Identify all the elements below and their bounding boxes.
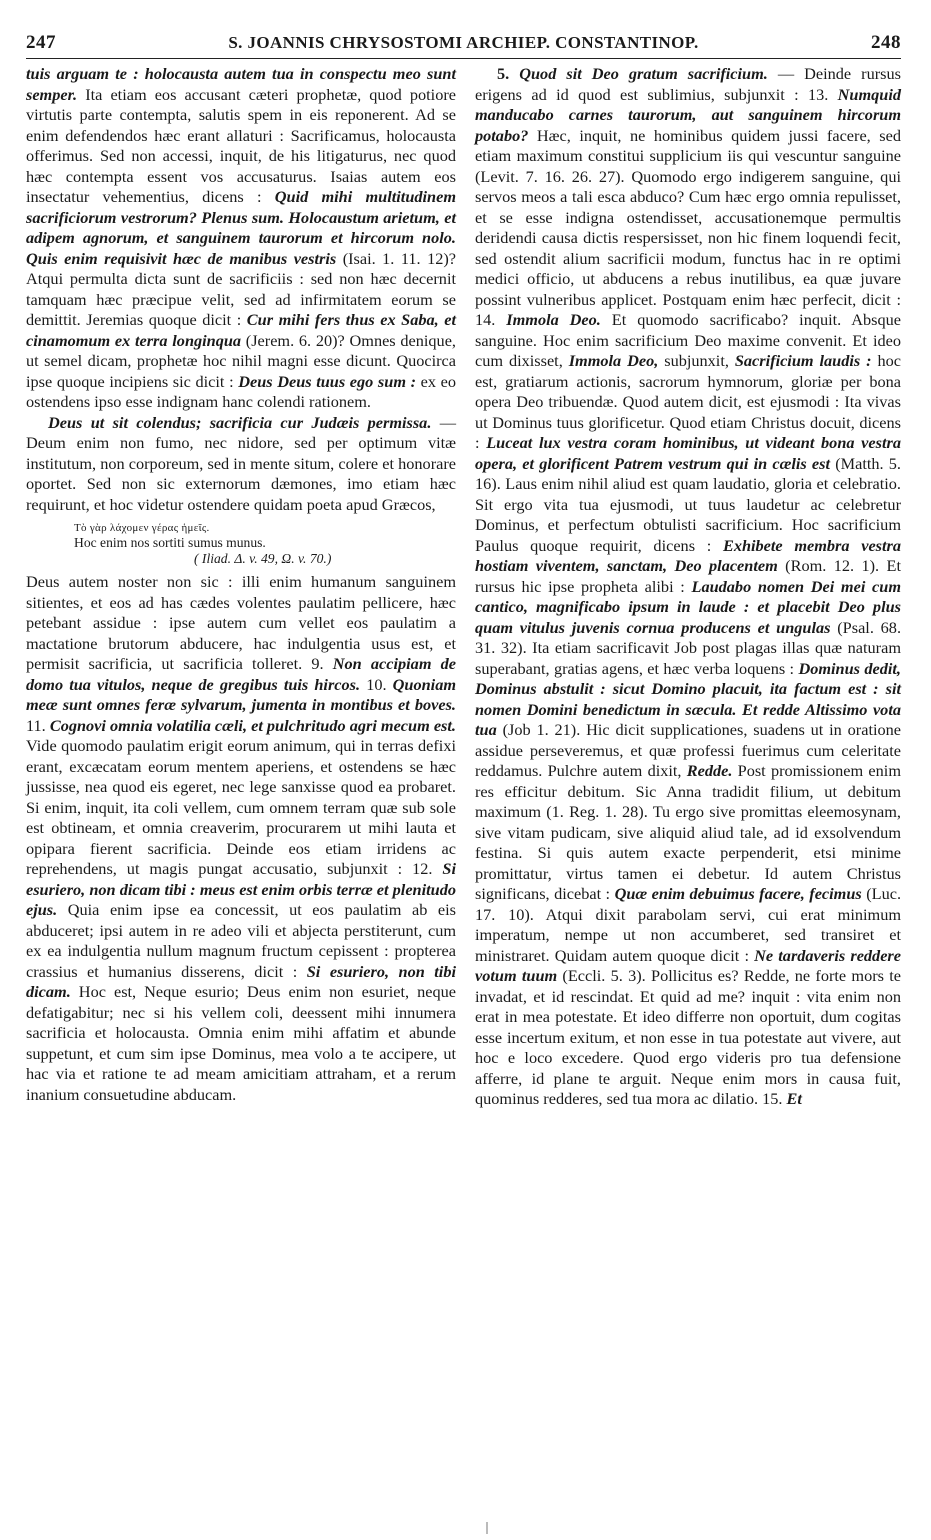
text-run: Vide quomodo paulatim erigit eorum animum, qui in terras defixi erant, excæcatam eorum mentem aperiens, et ostendens se hæc jussisse, nea quod eis egeret, nec lege sanxisse quod ea probaret. Si enim, inquit, ita coli vellem, cum omnem terram quæ sub sole est obtineam, et omnia creaverim, procurarem ut mihi lauta et opipara fierent sacrificia. Deinde eos etiam irridens ac reprehendens, ut magis pungat accusatio, subjunxit : 12. — [26, 736, 456, 878]
right-column — [475, 64, 901, 1110]
section-number: 5. — [497, 64, 510, 83]
scripture-quote: Sacrificium laudis : — [734, 351, 872, 370]
page-edge-mark — [486, 1522, 488, 1534]
scripture-quote: Redde. — [686, 761, 733, 780]
scripture-quote: Dominus dedit, Dominus abstulit : sicut Domino placuit, ita factum est : sit nomen Domini benedictum in sæcula. Et redde Altissimo vota tua — [475, 658, 902, 739]
text-run: Ita etiam eos accusant cæteri prophetæ, quod potiore virtutis parte contempta, salutis spem in eis reponerent. Ad se enim defendendos hæc erant allaturi : Sacrificamus, holocausta offerimus. Sed non accessi, inquit, de his litigaturus, nec quod hæc contempta essent vos accusaturus. Isaias autem eos insectatur vehementius, dicens : — [26, 84, 456, 206]
scripture-quote: Quoniam meæ sunt omnes feræ sylvarum, jumenta in montibus et boves. — [26, 674, 456, 714]
page-number-right: 248 — [871, 32, 901, 53]
text-run: (Eccli. 5. 3). Pollicitus es? Redde, ne forte mors te invadat, et id rescindat. Et quid ad me? inquit : vita enim non erat in mea potestate. Et ideo differre non oportuit, dum cogitas esse incertum exitum, et non esse in tua potestate aut vivere, aut hoc e loco excedere. Quod ergo videris pro tua defensione afferre, id plane te arguit. Neque enim mors in causa fuit, quominus redderes, sed tua mora ac dilatio. 15. — [475, 966, 901, 1108]
scripture-quote: Laudabo nomen Dei mei cum cantico, magnificabo ipsum in laude : et placebit Deo plus quam vitulus juvenis cornua producens et ungulas — [475, 576, 901, 637]
scripture-quote: Quid mihi multitudinem sacrificiorum vestrorum? Plenus sum. Holocaustum arietum, et adipem agnorum, et sanguinem taurorum et hircorum nolo. Quis enim requisivit hæc de manibus vestris — [26, 187, 456, 268]
text-run: (Psal. 68. 31. 32). Ita etiam sacrificavit Job post plagas illas quæ naturam superabant, gratias agens, et hæc verba loquens : — [475, 617, 902, 678]
paragraph-3 — [26, 572, 456, 1105]
text-run: 10. — [360, 674, 393, 694]
text-run: hoc est, gratiarum actionis, sacrorum hymnorum, gloriæ per bona opera Deo tribuendæ. Quod autem dicit, est ejusmodi : Ita vivas ut Dominus tuus glorificetur. Quod etiam Christus docuit, dicens : — [475, 351, 901, 452]
text-run: — Deinde rursus erigens ad id quod est sublimius, subjunxit : 13. — [475, 64, 901, 104]
text-run: subjunxit, — [658, 351, 735, 370]
scripture-quote: Cur mihi fers thus ex Saba, et cinamomum ex terra longinqua — [26, 310, 456, 350]
greek-verse: Τὸ γὰρ λάχομεν γέρας ἡμεῖς. — [74, 522, 210, 534]
scripture-quote: Immola Deo, — [568, 351, 659, 370]
text-run: 11. — [26, 715, 50, 735]
scripture-quote: Non accipiam de domo tua vitulos, neque de gregibus tuis hircos. — [26, 654, 457, 694]
text-run: Hoc est, Neque esurio; Deus enim non esuriet, neque defatigabitur; nec si his vellem coli, deessent mihi innumera sacrificia et holocausta. Omnia enim mihi affatim et abunde suppetunt, et cum sim ipse Dominus, mea volo a te accipere, ut hac via et ratione te ad meam amicitiam attraham, et a rerum inanium consuetudine abducam. — [26, 982, 456, 1104]
running-title: S. JOANNIS CHRYSOSTOMI ARCHIEP. CONSTANTINOP. — [228, 33, 699, 52]
text-run: Deus autem noster non sic : illi enim humanum sanguinem sitientes, et eos ad has cædes volentes paulatim pellicere, hæc petebant assidue : ipse autem cum vellet eos paulatim a mactatione brutorum abducere, hac indulgentia usus est, et permisit sacrificia, ut sacrificia tolleret. 9. — [26, 572, 456, 673]
text-run: (Rom. 12. 1). Et rursus hic ipse propheta alibi : — [475, 556, 901, 596]
scripture-quote: Quæ enim debuimus facere, fecimus — [614, 884, 862, 903]
text-run: (Isai. 1. 11. 12)? Atqui permulta dicta sunt de sacrificiis : sed non hæc decernit tamquam hæc præcipue velit, sed ad infirmitatem eorum se demittit. Jeremias quoque dicit : — [26, 248, 456, 329]
page-header — [26, 28, 901, 59]
page-number-left: 247 — [26, 32, 56, 53]
section-heading: Quod sit Deo gratum sacrificium. — [509, 64, 768, 83]
verse-reference: ( Iliad. Δ. v. 49, Ω. v. 70.) — [194, 550, 332, 566]
scripture-quote: Luceat lux vestra coram hominibus, ut videant bona vestra opera, et glorificent Patrem vestrum qui in cælis est — [475, 433, 901, 473]
scripture-quote: Exhibete membra vestra hostiam viventem, sanctam, Deo placentem — [475, 535, 902, 575]
scripture-quote: Si esuriero, non tibi dicam. — [26, 961, 456, 1001]
text-run: Quia enim ipse ea concessit, ut eos paulatim ab eis abduceret; ipsi autem in re adeo vili et abjecta perstiterunt, cum ex ea indulgentia nullum magnum fructum cepissent : propterea crassius et humanius disserens, dicit : — [26, 900, 456, 981]
paragraph-2 — [26, 413, 456, 516]
scripture-quote: Numquid manducabo carnes taurorum, aut sanguinem hircorum potabo? — [475, 84, 901, 145]
scripture-quote: tuis arguam te : holocausta autem tua in conspectu meo sunt semper. — [26, 64, 456, 104]
text-run: (Matth. 5. 16). Laus enim nihil aliud est quam laudatio, gloria et celebratio. Sit ergo vita tua ejusmodi, ut tuus laudetur ac celebretur Dominus, et perfectum obtulisti sacrificium. Hoc sacrificium Paulus quoque requirit, dicens : — [475, 453, 901, 555]
text-run: (Job 1. 21). Hic dicit supplicationes, suadens ut in oratione assidue perseveremus, et quæ professi fuerimus cum celeritate reddamus. Pulchre autem dixit, — [475, 720, 901, 780]
verse-quote — [74, 521, 456, 566]
paragraph-4 — [475, 64, 901, 1110]
scripture-quote: Si esuriero, non dicam tibi : meus est enim orbis terræ et plenitudo ejus. — [26, 859, 456, 919]
text-run: (Luc. 17. 10). Atqui dixit parabolam servi, cui erat minimum imperatum, nempe ut non accumberet, sed transiret et ministraret. Quidam autem quoque dicit : — [475, 884, 902, 965]
text-run: Post promissionem enim res efficitur debitum. Sic Anna tradidit filium, ut debitum maximum (1. Reg. 1. 28). Tu ergo sive promittas eleemosynam, sive vitam pudicam, sive aliquid aliud tale, ad id exsolvendum festina. Si quis autem exacte perpenderit, etsi minime promittatur, virtus tamen ei debetur. Id autem Christus significans, dicebat : — [475, 761, 901, 903]
text-run: ex eo ostendens ipso esse indignam hanc colendi rationem. — [26, 371, 457, 411]
scripture-quote: Ne tardaveris reddere votum tuum — [475, 945, 901, 985]
scripture-quote: Et — [786, 1089, 802, 1108]
text-run: — Deum enim non fumo, nec nidore, sed per optimum vitæ institutum, non corporeum, sed in mente situm, colere et honorare oportet. Sed non sic externorum dæmones, imo etiam hæc requirunt, et hoc videtur ostendere quidam poeta apud Græcos, — [26, 412, 456, 514]
scripture-quote: Deus Deus tuus ego sum : — [238, 371, 417, 391]
section-heading: Deus ut sit colendus; sacrificia cur Judæis permissa. — [48, 412, 432, 432]
scripture-quote: Cognovi omnia volatilia cæli, et pulchritudo agri mecum est. — [49, 715, 456, 735]
scripture-quote: Immola Deo. — [506, 310, 601, 329]
text-run: (Jerem. 6. 20)? Omnes denique, ut semel dicam, prophetæ hoc nihil magni esse dicunt. Quocirca ipse quoque incipiens sic dicit : — [26, 330, 456, 391]
text-run: Et quomodo sacrificabo? inquit. Absque sanguine. Hoc enim sacrificium Deo maxime convenit. Et ideo cum dixisset, — [475, 310, 902, 370]
left-column — [26, 64, 456, 1105]
text-run: Hæc, inquit, ne hominibus quidem jussi facere, sed etiam maximum constitui supplicium iis qui vescuntur sanguine (Levit. 7. 16. 26. 27). Quomodo ergo indigerem sanguine, qui servos meos a tali esca abduco? Cum hæc ergo omnia repulisset, et se esse indigna ostendisset, accusationemque permultis deridendi causa dictis respersisset, non hic finem loquendi fecit, sed ostendit alium sacrificii modum, functus hac in re optimi medici officio, ut abducens a rebus inutilibus, ea quæ juvare possint vulneribus applicet. Postquam enim hæc perfecit, dicit : 14. — [475, 125, 901, 329]
paragraph-1 — [26, 64, 456, 413]
latin-verse: Hoc enim nos sortiti sumus munus. — [74, 535, 266, 550]
